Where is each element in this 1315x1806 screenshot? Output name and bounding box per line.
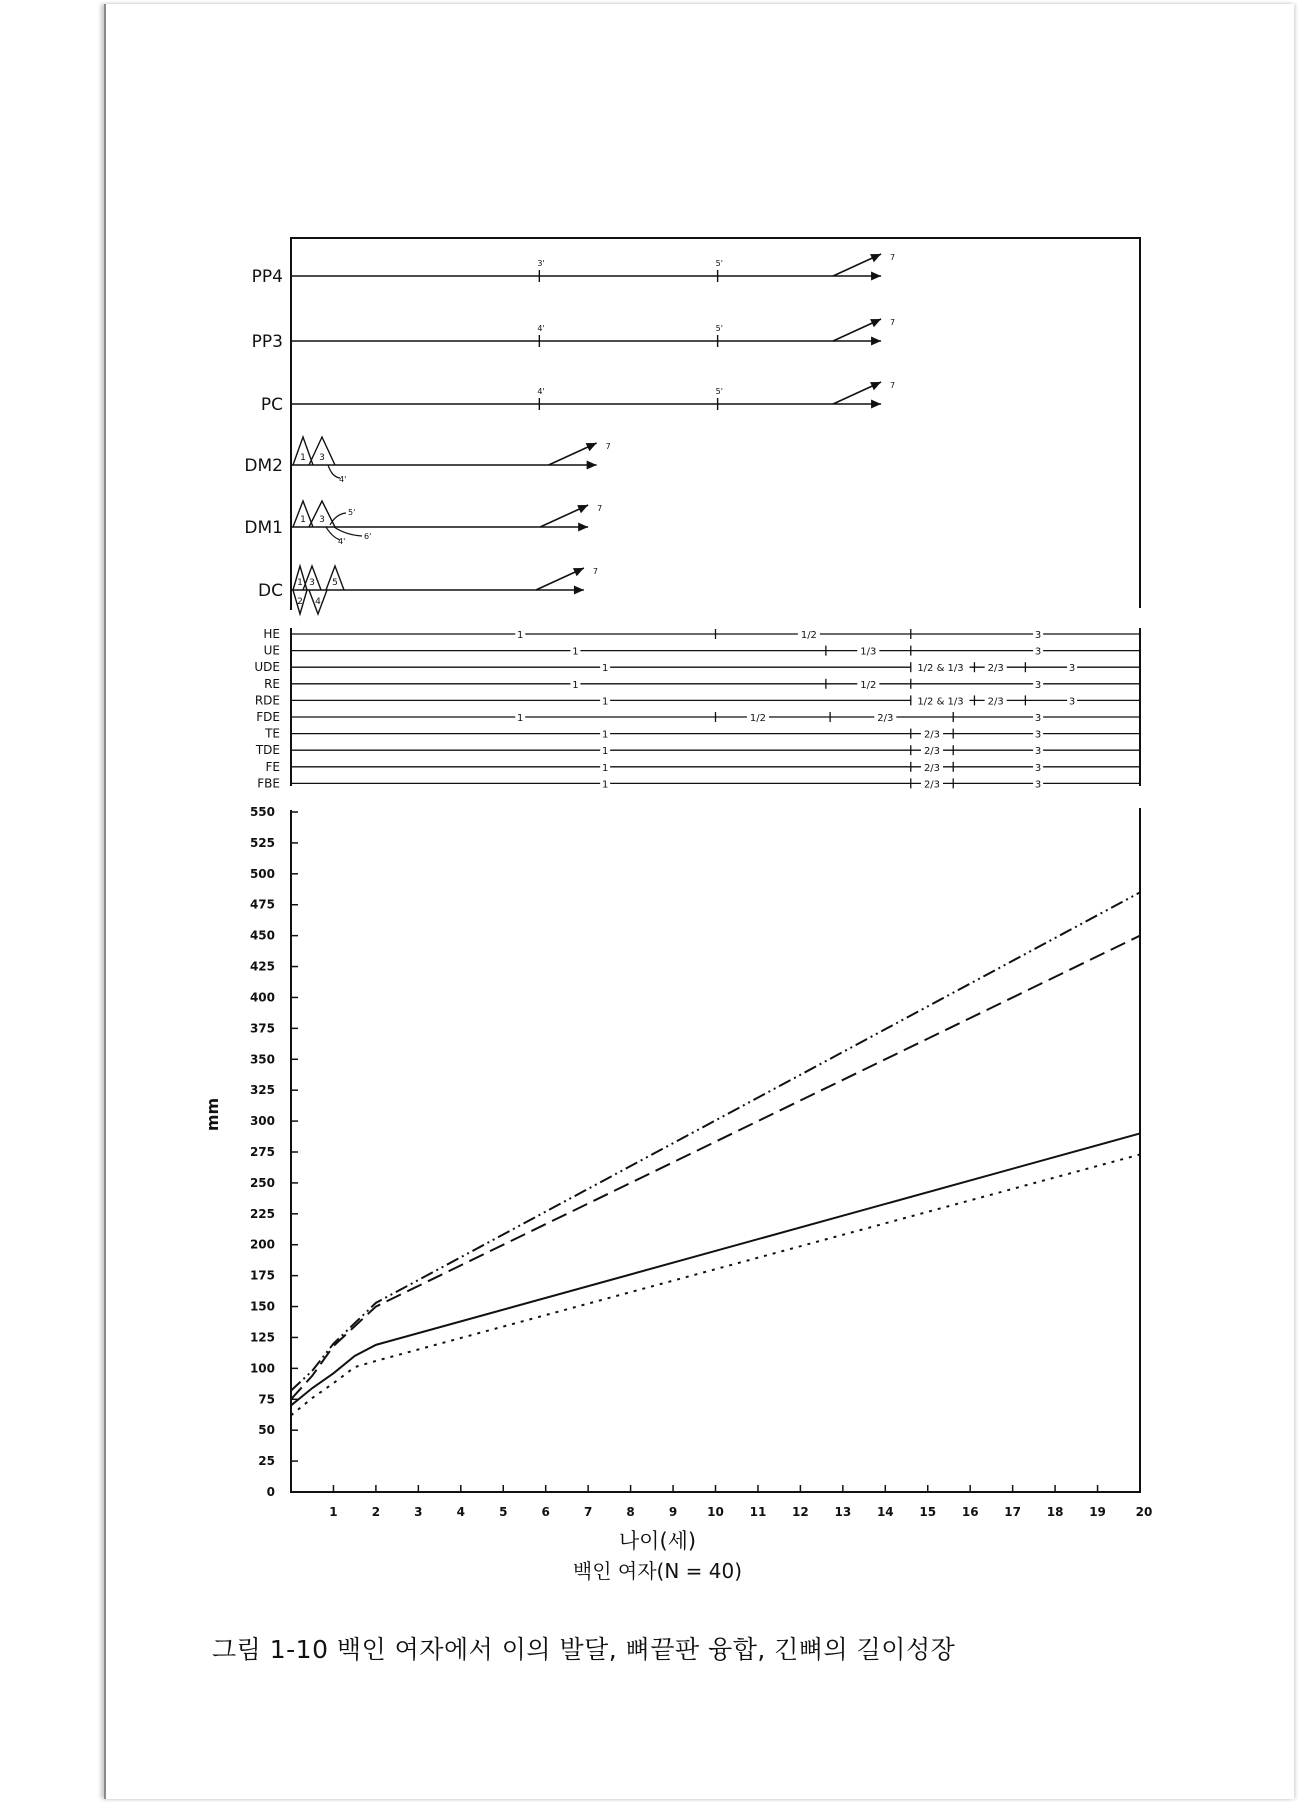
x-tick-label: 13 [834,1505,852,1519]
tooth-row-arrowhead [574,586,584,595]
epiphysis-row-ude [254,660,1140,674]
growth-plot-frame [291,808,1140,1492]
tooth-row-label: DC [258,581,283,601]
y-tick-label: 375 [249,1021,275,1036]
y-axis-label-wrap [203,1097,236,1132]
y-tick-label: 225 [249,1206,275,1221]
x-tick-label: 8 [626,1505,635,1519]
segment-label: 1 [601,663,609,675]
stage-label: 7 [890,253,896,262]
chart-subtitle: 백인 여자(N = 40) [572,1559,743,1583]
y-tick-label: 350 [249,1052,275,1067]
epiphysis-row-he [263,627,1140,641]
triangle-label: 1 [300,515,306,525]
x-tick-label: 2 [371,1505,381,1519]
epiphysis-row-re [264,677,1140,691]
stage-label: 7 [890,318,896,327]
segment-label: 1/2 [749,713,766,724]
stage-label: 7 [597,504,603,513]
epiphysis-row-label: UE [263,643,280,658]
stage-label: 4' [339,475,347,484]
x-tick-label: 10 [707,1505,724,1519]
epiphysis-row-te [264,727,1140,741]
epiphysis-row-label: UDE [254,660,280,675]
y-tick-label: 475 [249,897,275,912]
tooth-row-label: DM2 [244,456,283,476]
x-tick-label: 1 [329,1505,338,1519]
x-tick-label: 19 [1089,1505,1106,1519]
figure-caption: 그림 1-10 백인 여자에서 이의 발달, 뼈끝판 융합, 긴뼈의 길이성장 [212,1635,956,1664]
epiphysis-row-label: FBE [257,776,280,791]
segment-label: 1 [572,646,579,658]
segment-label: 3 [1068,696,1076,708]
segment-label: 1 [601,779,609,791]
triangle-label: 1 [297,578,303,588]
epiphysis-row-label: TDE [255,743,280,758]
segment-label: 3 [1034,630,1042,641]
triangle-label: 2 [297,597,303,607]
series-line-dashed [291,936,1140,1400]
tooth-row-arrowhead [587,461,597,470]
segment-label: 1/3 [860,646,877,658]
segment-label: 3 [1034,729,1042,741]
segment-label: 3 [1034,646,1042,658]
stage-label: 7 [605,442,611,451]
segment-label: 1/2 [860,679,877,691]
x-tick-label: 12 [792,1505,809,1519]
triangle-label: 3 [309,578,315,588]
stage-label: 7 [592,567,598,576]
segment-label: 3 [1068,663,1076,675]
y-tick-label: 100 [249,1361,275,1376]
tooth-panel-frame [291,238,1140,610]
y-tick-label: 500 [249,866,275,881]
segment-label: 3 [1034,746,1042,758]
tooth-row-arrowhead [871,400,881,409]
y-tick-label: 450 [249,928,275,943]
epiphysis-row-label: RE [264,676,280,691]
triangle-label: 3 [319,453,325,463]
y-tick-label: 0 [266,1485,275,1499]
stage-label: 5' [348,508,356,517]
segment-label: 1/2 & 1/3 [917,663,964,675]
segment-label: 2/3 [923,729,941,741]
y-tick-label: 550 [249,805,275,819]
tooth-row-label: PP4 [251,267,283,287]
stage-label: 6' [364,532,372,541]
stage-label: 3' [537,259,545,268]
segment-label: 1 [601,762,609,774]
x-tick-label: 6 [541,1505,550,1519]
epiphyseal-fusion-panel [254,627,1140,790]
epiphysis-row-fe [266,760,1140,774]
y-tick-label: 525 [249,835,275,850]
tooth-row-arrowhead [578,523,588,532]
stage-label: 7 [890,381,896,390]
chart-frames [291,238,1140,1492]
tooth-row-arrowhead [871,337,881,346]
tooth-row-label: PC [260,395,283,415]
tooth-row-label: PP3 [251,332,283,352]
epiphysis-row-tde [255,743,1140,757]
stage-label: 5' [715,259,723,268]
long-bone-growth-plot [250,805,1152,1519]
segment-label: 2/3 [923,779,941,791]
segment-label: 2/3 [987,696,1004,708]
y-tick-label: 175 [249,1268,275,1283]
y-tick-label: 50 [258,1423,275,1438]
epiphysis-row-fde [256,710,1140,724]
x-tick-label: 7 [583,1505,593,1519]
y-tick-label: 425 [249,959,275,974]
y-tick-label: 150 [249,1299,275,1314]
epiphysis-row-ue [264,644,1140,658]
segment-label: 1/2 [800,630,817,641]
segment-label: 3 [1034,679,1042,691]
triangle-label: 5 [332,578,338,588]
x-tick-label: 18 [1046,1505,1064,1519]
segment-label: 1 [517,630,524,641]
tooth-row-pc [261,381,895,415]
stage-curve [334,527,362,536]
series-line-solid [291,1133,1140,1405]
x-tick-label: 5 [499,1505,508,1519]
y-tick-label: 125 [249,1330,275,1345]
x-tick-label: 11 [749,1505,767,1519]
segment-label: 2/3 [877,713,894,724]
triangle-label: 4 [315,597,321,607]
segment-label: 3 [1034,713,1042,724]
tooth-row-pp3 [252,318,895,352]
x-tick-label: 14 [876,1505,894,1519]
triangle-label: 3 [319,515,325,525]
x-tick-label: 20 [1135,1505,1153,1519]
x-tick-label: 3 [414,1505,423,1519]
y-tick-label: 75 [258,1392,275,1407]
segment-label: 2/3 [987,663,1004,675]
y-tick-label: 275 [249,1145,275,1159]
stage-label: 5' [715,324,723,333]
tooth-row-dc [258,566,598,614]
segment-label: 2/3 [923,746,941,758]
tooth-row-label: DM1 [244,518,283,538]
epiphysis-row-fbe [257,776,1140,790]
y-tick-label: 325 [249,1083,275,1098]
tooth-row-arrowhead [871,272,881,281]
segment-label: 1/2 & 1/3 [917,696,964,708]
x-tick-label: 9 [668,1505,678,1519]
stage-label: 4' [537,387,545,396]
tooth-row-pp4 [252,253,895,287]
segment-label: 1 [572,679,579,691]
x-axis-label: 나이(세) [618,1529,697,1553]
segment-label: 1 [601,696,609,708]
tooth-row-dm1 [244,501,602,546]
epiphysis-row-rde [255,693,1140,707]
y-tick-label: 250 [249,1175,275,1190]
segment-label: 1 [517,713,524,724]
epiphysis-panel-frame [291,628,1140,786]
stage-label: 4' [338,537,346,546]
tooth-development-panel [244,253,895,614]
y-tick-label: 400 [249,990,275,1005]
y-tick-label: 25 [258,1454,275,1469]
x-tick-label: 15 [919,1505,937,1519]
segment-label: 2/3 [923,762,941,774]
x-tick-label: 17 [1004,1505,1022,1519]
segment-label: 1 [601,729,609,741]
epiphysis-row-label: TE [265,726,280,741]
y-tick-label: 300 [249,1114,275,1129]
epiphysis-row-label: FDE [256,710,280,724]
epiphysis-row-label: HE [263,627,280,641]
segment-label: 3 [1034,762,1042,774]
epiphysis-row-label: FE [265,759,280,774]
x-tick-label: 16 [961,1505,979,1519]
y-tick-label: 200 [249,1237,275,1252]
triangle-label: 1 [300,453,306,463]
series-line-dash-dot-dot [291,892,1140,1390]
x-tick-label: 4 [456,1505,465,1519]
segment-label: 1 [601,746,609,758]
y-axis-label: mm [203,1097,223,1132]
stage-label: 4' [537,324,545,333]
stage-label: 5' [715,387,723,396]
segment-label: 3 [1034,779,1042,791]
epiphysis-row-label: RDE [254,693,280,708]
tooth-row-dm2 [244,437,610,484]
